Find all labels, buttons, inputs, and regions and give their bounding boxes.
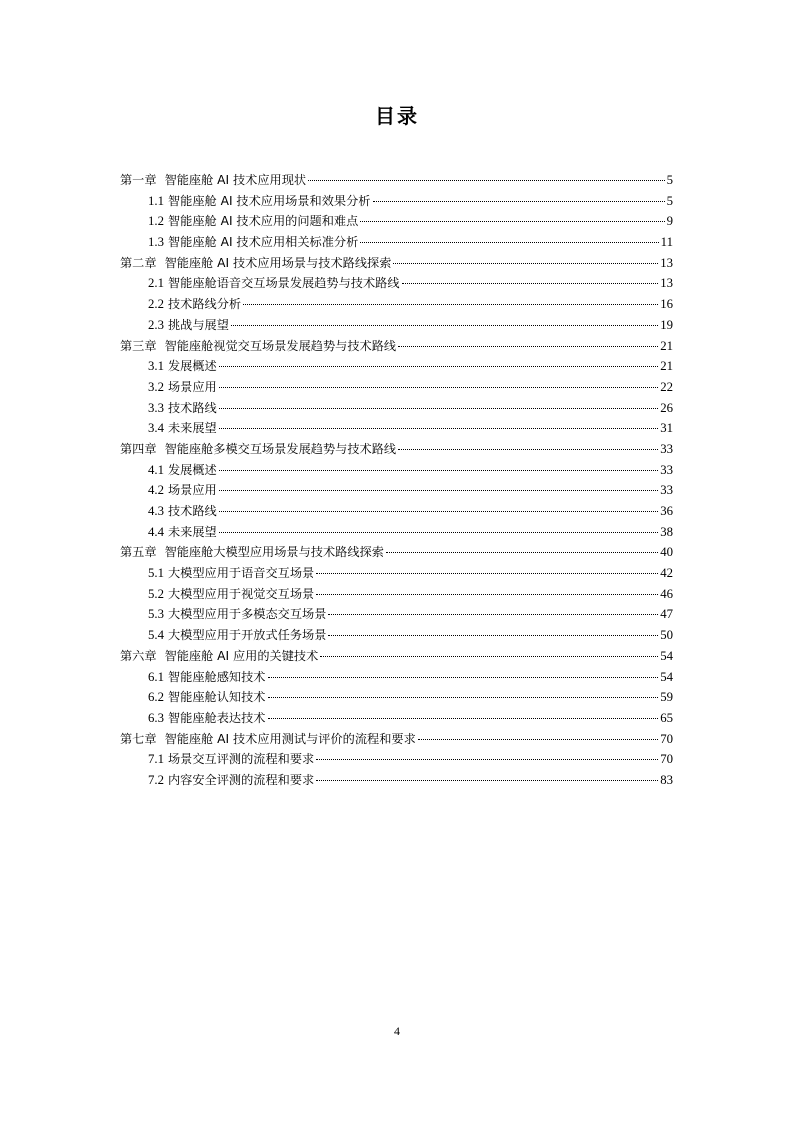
toc-entry-number: 2.3 [148, 317, 164, 332]
toc-dot-leader [316, 759, 658, 760]
toc-dot-leader [219, 490, 658, 491]
toc-entry-page: 21 [660, 359, 673, 374]
toc-entry-page: 54 [660, 669, 673, 684]
toc-dot-leader [328, 614, 658, 615]
toc-entry-number: 6.2 [148, 690, 164, 705]
toc-entry-label: 大模型应用于开放式任务场景 [168, 628, 327, 643]
toc-entry-number: 5.1 [148, 566, 164, 581]
toc-dot-leader [316, 594, 658, 595]
toc-chapter-entry[interactable] [120, 542, 673, 563]
toc-entry-number: 3.3 [148, 400, 164, 415]
toc-entry-label: 挑战与展望 [168, 317, 229, 332]
toc-entry-page: 47 [660, 607, 673, 622]
toc-section-entry[interactable] [120, 708, 673, 729]
toc-entry-number: 7.1 [148, 752, 164, 767]
toc-entry-label: 智能座舱表达技术 [168, 710, 266, 725]
toc-entry-page: 16 [660, 297, 673, 312]
toc-dot-leader [316, 780, 658, 781]
toc-section-entry[interactable] [120, 563, 673, 584]
toc-entry-page: 50 [660, 628, 673, 643]
toc-entry-label: 场景交互评测的流程和要求 [168, 752, 315, 767]
toc-dot-leader [268, 677, 659, 678]
toc-dot-leader [320, 656, 658, 657]
toc-entry-number: 1.2 [148, 214, 164, 229]
toc-entry-page: 5 [666, 173, 673, 187]
toc-entry-number: 3.4 [148, 421, 164, 436]
toc-entry-label: 内容安全评测的流程和要求 [168, 772, 315, 787]
toc-entry-page: 42 [660, 566, 673, 581]
toc-chapter-entry[interactable] [120, 170, 673, 191]
toc-chapter-entry[interactable] [120, 439, 673, 460]
toc-entry-number: 第五章 [120, 545, 157, 560]
toc-entry-number: 7.2 [148, 772, 164, 787]
toc-entry-page: 46 [660, 586, 673, 601]
toc-entry-number: 3.2 [148, 379, 164, 394]
toc-entry-number: 5.4 [148, 628, 164, 643]
toc-entry-number: 2.2 [148, 297, 164, 312]
toc-entry-label: 技术路线分析 [168, 297, 242, 312]
toc-section-entry[interactable] [120, 418, 673, 439]
toc-dot-leader [398, 346, 658, 347]
toc-dot-leader [243, 304, 658, 305]
toc-section-entry[interactable] [120, 398, 673, 419]
toc-section-entry[interactable] [120, 294, 673, 315]
toc-entry-label: 大模型应用于语音交互场景 [168, 566, 315, 581]
toc-dot-leader [268, 718, 659, 719]
toc-entry-page: 13 [660, 276, 673, 291]
toc-entry-number: 3.1 [148, 359, 164, 374]
toc-entry-number: 4.1 [148, 462, 164, 477]
toc-entry-label: 发展概述 [168, 462, 217, 477]
toc-section-entry[interactable] [120, 315, 673, 336]
toc-entry-number: 第四章 [120, 441, 157, 456]
toc-entry-label: 未来展望 [168, 524, 217, 539]
toc-entry-number: 4.3 [148, 504, 164, 518]
toc-entry-page: 9 [666, 214, 673, 229]
toc-section-entry[interactable] [120, 687, 673, 708]
toc-dot-leader [418, 739, 658, 740]
toc-entry-label: 智能座舱 AI 技术应用场景与技术路线探索 [164, 255, 392, 270]
toc-section-entry[interactable] [120, 460, 673, 481]
toc-entry-label: 发展概述 [168, 359, 217, 374]
toc-entry-label: 智能座舱多模交互场景发展趋势与技术路线 [164, 441, 397, 456]
toc-dot-leader [219, 511, 658, 512]
toc-dot-leader [393, 263, 658, 264]
toc-entry-page: 40 [660, 545, 673, 560]
toc-dot-leader [402, 283, 659, 284]
toc-entry-label: 未来展望 [168, 421, 217, 436]
toc-entry-page: 83 [660, 772, 673, 787]
toc-entry-label: 智能座舱 AI 应用的关键技术 [164, 648, 319, 663]
toc-entry-number: 第一章 [120, 173, 157, 187]
toc-entry-page: 70 [660, 731, 673, 746]
toc-entry-page: 54 [660, 648, 673, 663]
toc-section-entry[interactable] [120, 625, 673, 646]
toc-entry-page: 21 [660, 338, 673, 353]
toc-chapter-entry[interactable] [120, 336, 673, 357]
toc-section-entry[interactable] [120, 356, 673, 377]
toc-section-entry[interactable] [120, 480, 673, 501]
toc-dot-leader [219, 470, 658, 471]
toc-entry-number: 1.1 [148, 193, 164, 208]
toc-section-entry[interactable] [120, 584, 673, 605]
toc-entry-label: 智能座舱 AI 技术应用的问题和难点 [168, 214, 359, 229]
toc-entry-label: 技术路线 [168, 504, 217, 518]
toc-entry-label: 智能座舱大模型应用场景与技术路线探索 [164, 545, 384, 560]
toc-entry-page: 33 [660, 441, 673, 456]
toc-section-entry[interactable] [120, 604, 673, 625]
toc-section-entry[interactable] [120, 749, 673, 770]
toc-entry-number: 6.1 [148, 669, 164, 684]
toc-entry-label: 技术路线 [168, 400, 217, 415]
toc-dot-leader [219, 387, 658, 388]
toc-entry-page: 11 [660, 235, 673, 250]
page-number: 4 [394, 1024, 400, 1038]
toc-dot-leader [219, 532, 658, 533]
toc-entry-label: 大模型应用于多模态交互场景 [168, 607, 327, 622]
toc-entry-label: 智能座舱 AI 技术应用场景和效果分析 [168, 193, 371, 208]
toc-entry-number: 4.2 [148, 483, 164, 498]
toc-dot-leader [231, 325, 658, 326]
toc-dot-leader [219, 408, 658, 409]
toc-entry-number: 2.1 [148, 276, 164, 291]
toc-entry-number: 5.3 [148, 607, 164, 622]
toc-entry-page: 13 [660, 255, 673, 270]
toc-entry-number: 第三章 [120, 338, 157, 353]
toc-entry-page: 22 [660, 379, 673, 394]
toc-dot-leader [268, 697, 659, 698]
toc-dot-leader [308, 180, 664, 181]
toc-entry-page: 36 [660, 504, 673, 518]
toc-dot-leader [398, 449, 658, 450]
toc-dot-leader [316, 573, 658, 574]
toc-entry-page: 59 [660, 690, 673, 705]
toc-dot-leader [219, 428, 658, 429]
toc-entry-number: 4.4 [148, 524, 164, 539]
toc-dot-leader [219, 366, 658, 367]
toc-chapter-entry[interactable] [120, 729, 673, 750]
page-title: 目录 [375, 104, 419, 128]
toc-chapter-entry[interactable] [120, 646, 673, 667]
toc-chapter-entry[interactable] [120, 253, 673, 274]
toc-entry-page: 33 [660, 483, 673, 498]
toc-entry-page: 31 [660, 421, 673, 436]
toc-section-entry[interactable] [120, 211, 673, 232]
toc-entry-number: 5.2 [148, 586, 164, 601]
toc-section-entry[interactable] [120, 232, 673, 253]
toc-entry-label: 场景应用 [168, 483, 217, 498]
toc-section-entry[interactable] [120, 501, 673, 522]
toc-section-entry[interactable] [120, 770, 673, 791]
toc-entry-number: 1.3 [148, 235, 164, 250]
toc-entry-label: 智能座舱语音交互场景发展趋势与技术路线 [168, 276, 400, 291]
toc-entry-number: 6.3 [148, 710, 164, 725]
toc-section-entry[interactable] [120, 667, 673, 688]
toc-entry-label: 场景应用 [168, 379, 217, 394]
toc-entry-label: 智能座舱感知技术 [168, 669, 266, 684]
toc-section-entry[interactable] [120, 377, 673, 398]
toc-entry-label: 智能座舱 AI 技术应用相关标准分析 [168, 235, 359, 250]
toc-entry-page: 26 [660, 400, 673, 415]
toc-entry-number: 第七章 [120, 731, 157, 746]
toc-entry-label: 智能座舱视觉交互场景发展趋势与技术路线 [164, 338, 397, 353]
toc-dot-leader [328, 635, 658, 636]
toc-entry-page: 33 [660, 462, 673, 477]
table-of-contents [120, 170, 673, 791]
toc-section-entry[interactable] [120, 522, 673, 543]
toc-entry-number: 第六章 [120, 648, 157, 663]
toc-entry-label: 智能座舱 AI 技术应用测试与评价的流程和要求 [164, 731, 416, 746]
toc-entry-page: 38 [660, 524, 673, 539]
toc-entry-label: 智能座舱 AI 技术应用现状 [164, 173, 307, 187]
toc-dot-leader [386, 552, 658, 553]
toc-entry-page: 5 [666, 193, 673, 208]
toc-entry-label: 智能座舱认知技术 [168, 690, 266, 705]
toc-entry-page: 65 [660, 710, 673, 725]
toc-dot-leader [360, 242, 658, 243]
toc-section-entry[interactable] [120, 191, 673, 212]
toc-entry-label: 大模型应用于视觉交互场景 [168, 586, 315, 601]
toc-entry-page: 70 [660, 752, 673, 767]
toc-entry-page: 19 [660, 317, 673, 332]
toc-dot-leader [360, 221, 664, 222]
toc-entry-number: 第二章 [120, 255, 157, 270]
toc-section-entry[interactable] [120, 273, 673, 294]
toc-dot-leader [373, 201, 665, 202]
